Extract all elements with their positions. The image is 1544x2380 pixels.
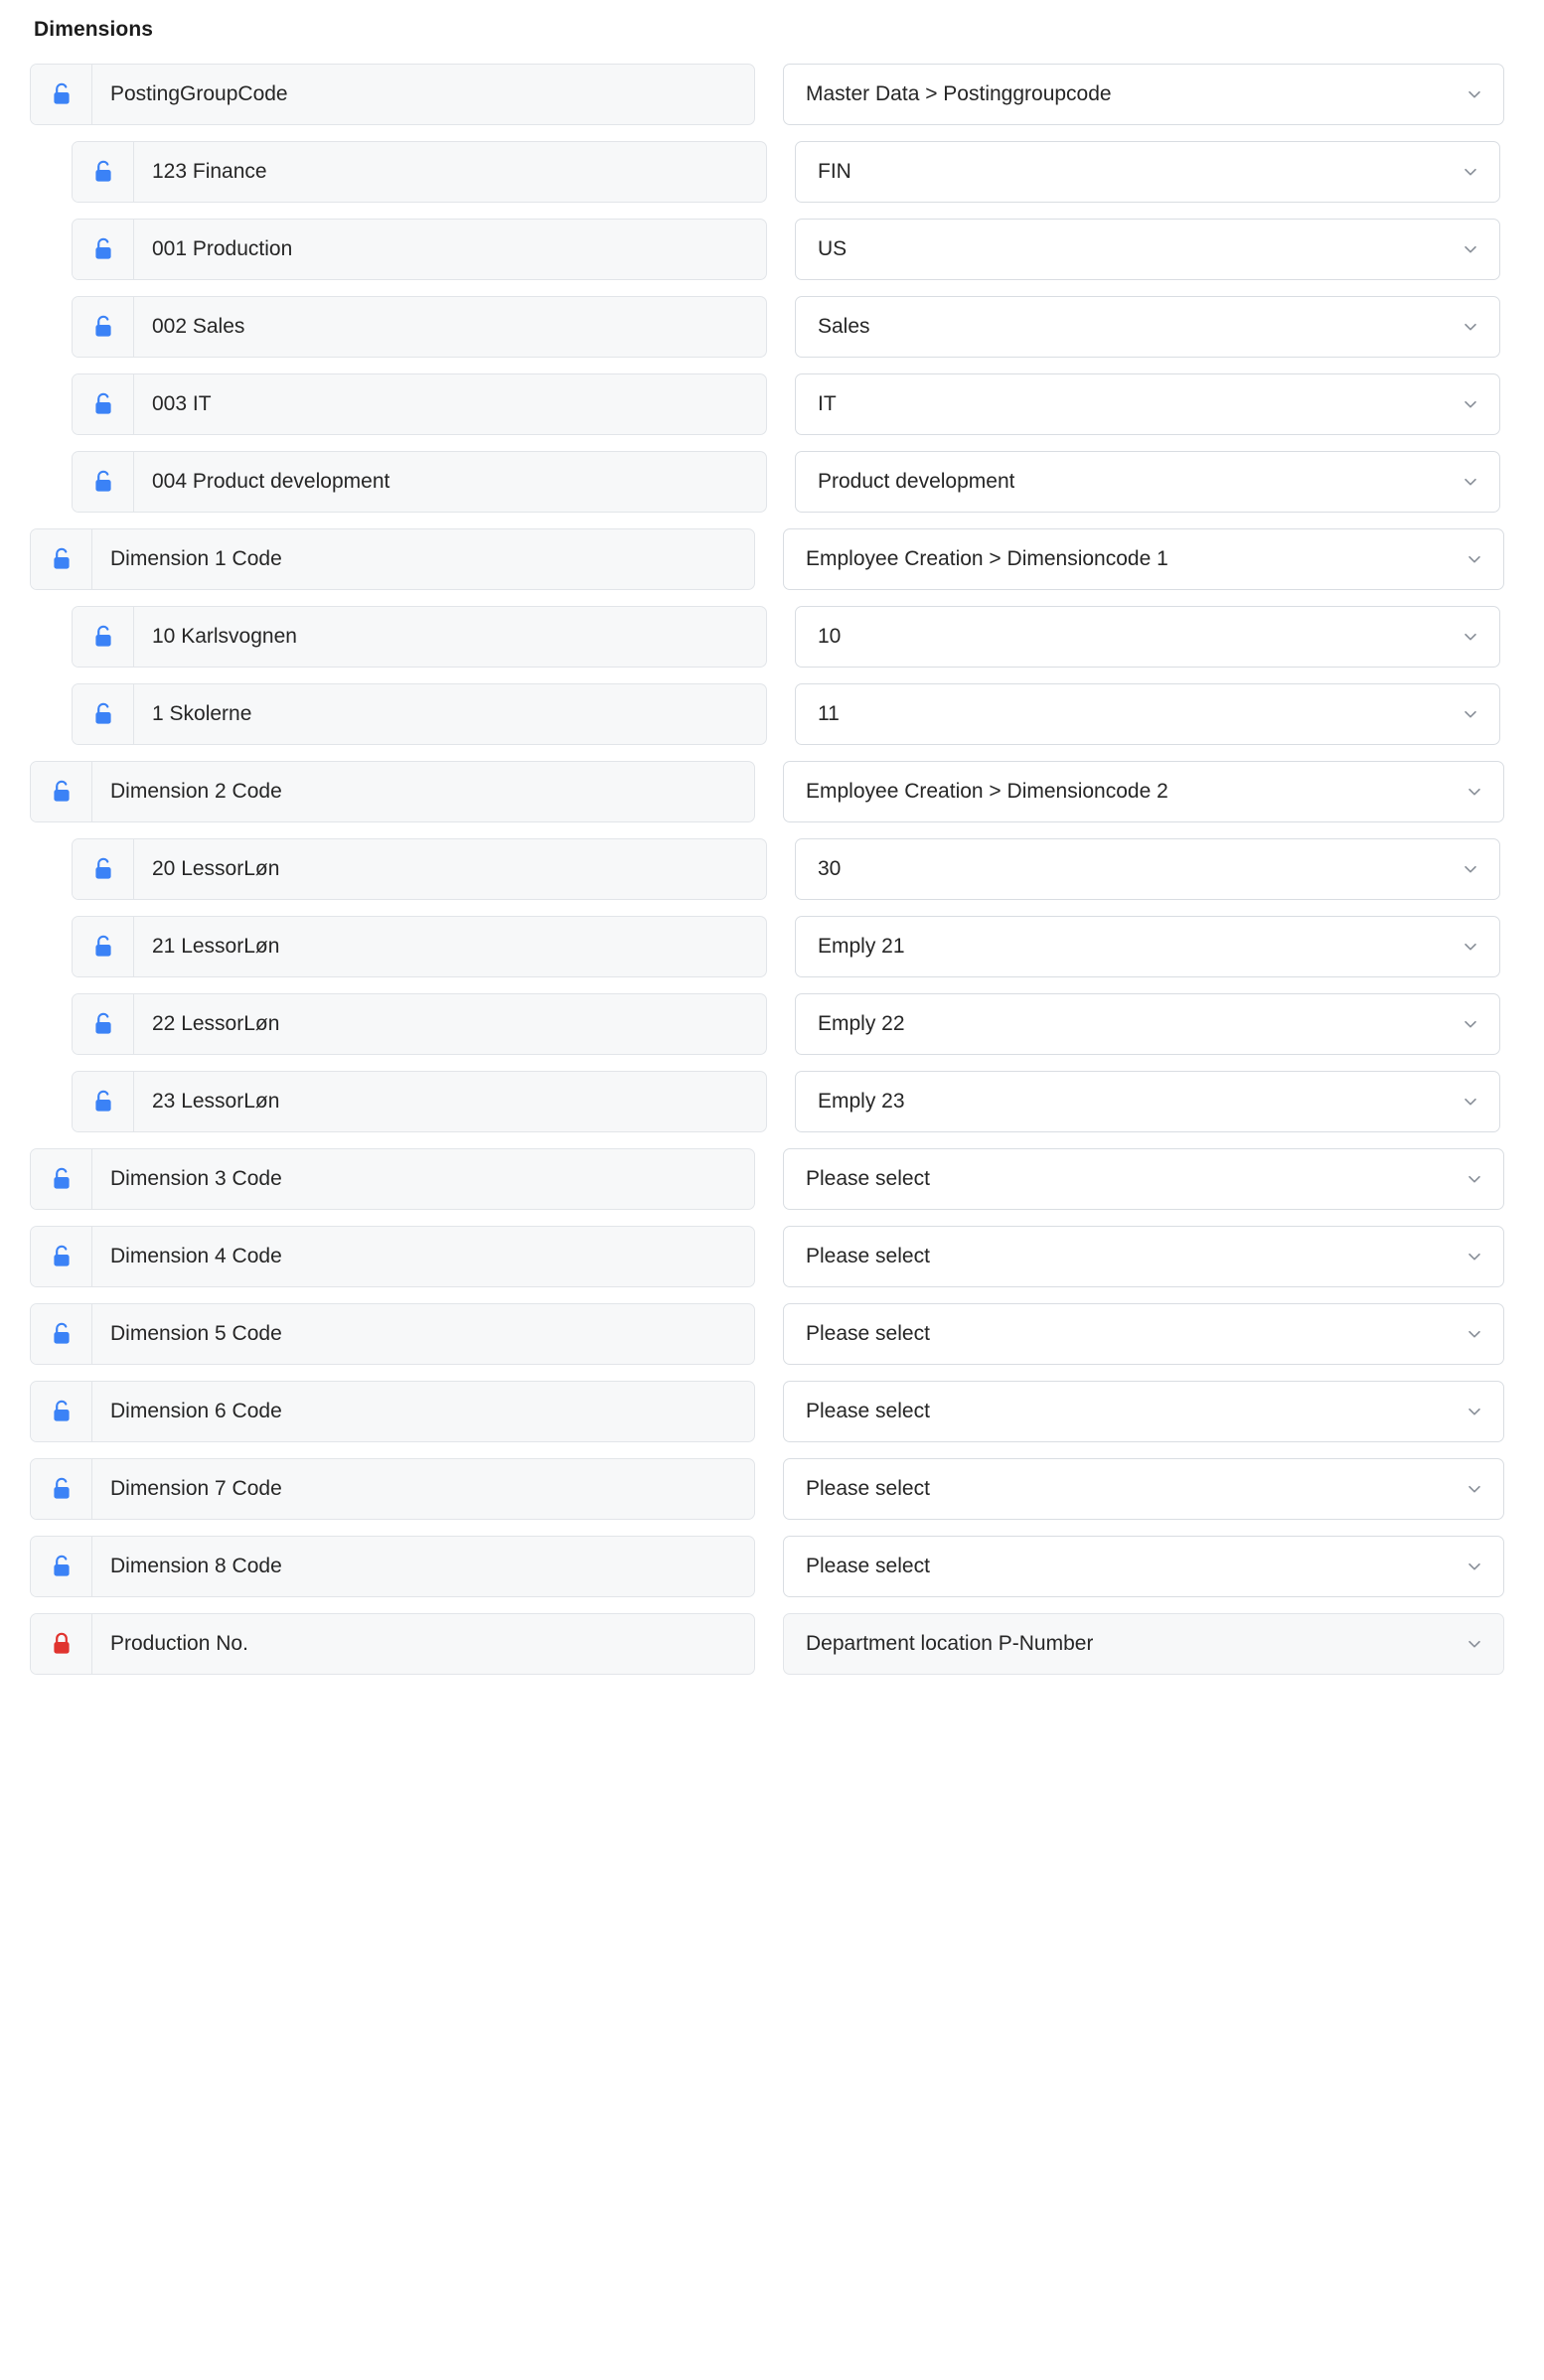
- mapping-select-value: Employee Creation > Dimensioncode 2: [806, 780, 1168, 803]
- mapping-select[interactable]: [783, 1613, 1504, 1675]
- dimension-label: 004 Product development: [152, 470, 390, 493]
- lock-open-icon: [52, 1555, 72, 1578]
- dimension-row: [30, 761, 1514, 822]
- mapping-select[interactable]: [795, 606, 1500, 668]
- dimension-field: [72, 141, 767, 203]
- dimension-label: Dimension 4 Code: [110, 1245, 282, 1267]
- mapping-select[interactable]: [783, 1458, 1504, 1520]
- dimension-row: [30, 838, 1514, 900]
- mapping-select-value: IT: [818, 392, 837, 415]
- dimension-label: 20 LessorLøn: [152, 857, 280, 880]
- mapping-select-value: 30: [818, 857, 842, 880]
- lock-toggle[interactable]: [31, 1149, 92, 1209]
- dimension-field: [72, 373, 767, 435]
- mapping-select[interactable]: [795, 683, 1500, 745]
- lock-open-icon: [93, 702, 113, 726]
- mapping-select-value: Please select: [806, 1245, 930, 1267]
- dimension-field: [72, 683, 767, 745]
- mapping-select-value: Please select: [806, 1167, 930, 1190]
- lock-toggle[interactable]: [31, 529, 92, 589]
- lock-open-icon: [52, 1245, 72, 1268]
- mapping-select[interactable]: [795, 451, 1500, 513]
- dimension-row: [30, 683, 1514, 745]
- dimension-field: [30, 528, 755, 590]
- lock-open-icon: [52, 1322, 72, 1346]
- lock-open-icon: [93, 315, 113, 339]
- lock-toggle[interactable]: [31, 1227, 92, 1286]
- lock-open-icon: [93, 1090, 113, 1114]
- dimension-row: [30, 916, 1514, 977]
- lock-toggle[interactable]: [73, 917, 134, 976]
- lock-open-icon: [52, 1477, 72, 1501]
- mapping-select[interactable]: [795, 993, 1500, 1055]
- mapping-select-value: Product development: [818, 470, 1015, 493]
- dimension-row: [30, 1303, 1514, 1365]
- dimension-field: [30, 1381, 755, 1442]
- dimension-label: Dimension 3 Code: [110, 1167, 282, 1190]
- dimension-label: Dimension 1 Code: [110, 547, 282, 570]
- dimension-field: [72, 838, 767, 900]
- dimension-row: [30, 64, 1514, 125]
- dimension-field: [72, 606, 767, 668]
- mapping-select-value: FIN: [818, 160, 851, 183]
- lock-open-icon: [93, 935, 113, 959]
- mapping-select-value: Please select: [806, 1322, 930, 1345]
- mapping-select[interactable]: [783, 1226, 1504, 1287]
- mapping-select[interactable]: [783, 1303, 1504, 1365]
- lock-toggle[interactable]: [31, 1614, 92, 1674]
- mapping-select[interactable]: [783, 64, 1504, 125]
- lock-closed-icon: [52, 1632, 72, 1656]
- dimension-label: Dimension 6 Code: [110, 1400, 282, 1422]
- dimension-row: [30, 528, 1514, 590]
- mapping-select-value: 10: [818, 625, 842, 648]
- dimension-label: PostingGroupCode: [110, 82, 288, 105]
- mapping-select[interactable]: [795, 916, 1500, 977]
- lock-toggle[interactable]: [31, 1537, 92, 1596]
- mapping-select[interactable]: [795, 1071, 1500, 1132]
- dimension-row: [30, 219, 1514, 280]
- lock-toggle[interactable]: [73, 220, 134, 279]
- dimension-label: 22 LessorLøn: [152, 1012, 280, 1035]
- dimension-label: Dimension 7 Code: [110, 1477, 282, 1500]
- lock-open-icon: [93, 625, 113, 649]
- dimension-field: [30, 64, 755, 125]
- dimension-field: [30, 1458, 755, 1520]
- dimension-label: Dimension 2 Code: [110, 780, 282, 803]
- mapping-select-value: Department location P-Number: [806, 1632, 1094, 1655]
- dimension-label: 1 Skolerne: [152, 702, 252, 725]
- dimension-row: [30, 296, 1514, 358]
- mapping-select[interactable]: [795, 838, 1500, 900]
- dimension-label: 001 Production: [152, 237, 293, 260]
- lock-toggle[interactable]: [73, 1072, 134, 1131]
- mapping-select[interactable]: [795, 373, 1500, 435]
- dimension-row: [30, 606, 1514, 668]
- dimension-label: Dimension 8 Code: [110, 1555, 282, 1577]
- dimension-field: [30, 1148, 755, 1210]
- lock-toggle[interactable]: [73, 994, 134, 1054]
- dimension-label: 23 LessorLøn: [152, 1090, 280, 1113]
- dimension-row: [30, 1226, 1514, 1287]
- mapping-select[interactable]: [783, 1536, 1504, 1597]
- lock-toggle[interactable]: [73, 297, 134, 357]
- dimension-row: [30, 1536, 1514, 1597]
- mapping-select-value: Employee Creation > Dimensioncode 1: [806, 547, 1168, 570]
- dimension-row: [30, 1148, 1514, 1210]
- lock-open-icon: [93, 1012, 113, 1036]
- dimension-field: [72, 219, 767, 280]
- mapping-select-value: Emply 23: [818, 1090, 905, 1113]
- lock-open-icon: [52, 780, 72, 804]
- mapping-select-value: Please select: [806, 1400, 930, 1422]
- dimension-row: [30, 1458, 1514, 1520]
- lock-toggle[interactable]: [31, 1382, 92, 1441]
- dimension-row: [30, 451, 1514, 513]
- lock-toggle[interactable]: [73, 452, 134, 512]
- dimension-row: [30, 1381, 1514, 1442]
- lock-toggle[interactable]: [73, 142, 134, 202]
- mapping-select-value: Master Data > Postinggroupcode: [806, 82, 1112, 105]
- lock-open-icon: [52, 82, 72, 106]
- dimension-row: [30, 1071, 1514, 1132]
- dimension-label: Production No.: [110, 1632, 248, 1655]
- dimension-row: [30, 373, 1514, 435]
- dimension-field: [30, 1613, 755, 1675]
- dimension-label: 123 Finance: [152, 160, 267, 183]
- dimension-field: [72, 451, 767, 513]
- page-title: Dimensions: [34, 18, 154, 41]
- dimension-field: [72, 993, 767, 1055]
- lock-toggle[interactable]: [73, 374, 134, 434]
- mapping-select-value: Please select: [806, 1555, 930, 1577]
- dimension-field: [72, 296, 767, 358]
- mapping-select[interactable]: [795, 219, 1500, 280]
- mapping-select[interactable]: [783, 1381, 1504, 1442]
- dimension-row: [30, 1613, 1514, 1675]
- dimension-field: [30, 761, 755, 822]
- dimension-label: 21 LessorLøn: [152, 935, 280, 958]
- lock-toggle[interactable]: [31, 1304, 92, 1364]
- mapping-select-value: Sales: [818, 315, 870, 338]
- dimension-label: 10 Karlsvognen: [152, 625, 297, 648]
- lock-toggle[interactable]: [31, 65, 92, 124]
- lock-toggle[interactable]: [31, 762, 92, 821]
- mapping-select[interactable]: [795, 141, 1500, 203]
- lock-toggle[interactable]: [31, 1459, 92, 1519]
- lock-toggle[interactable]: [73, 839, 134, 899]
- mapping-select-value: Please select: [806, 1477, 930, 1500]
- mapping-select[interactable]: [783, 1148, 1504, 1210]
- dimension-field: [30, 1536, 755, 1597]
- lock-open-icon: [93, 470, 113, 494]
- mapping-select[interactable]: [783, 528, 1504, 590]
- mapping-select[interactable]: [783, 761, 1504, 822]
- mapping-select-value: Emply 21: [818, 935, 905, 958]
- dimension-row: [30, 141, 1514, 203]
- mapping-select-value: 11: [818, 702, 840, 725]
- lock-open-icon: [52, 1167, 72, 1191]
- lock-open-icon: [93, 392, 113, 416]
- dimension-field: [30, 1303, 755, 1365]
- lock-open-icon: [93, 237, 113, 261]
- lock-open-icon: [52, 547, 72, 571]
- lock-toggle[interactable]: [73, 684, 134, 744]
- mapping-select-value: Emply 22: [818, 1012, 905, 1035]
- dimension-field: [72, 916, 767, 977]
- dimension-label: 003 IT: [152, 392, 212, 415]
- mapping-select[interactable]: [795, 296, 1500, 358]
- dimension-rows: [30, 64, 1514, 1675]
- lock-open-icon: [52, 1400, 72, 1423]
- lock-toggle[interactable]: [73, 607, 134, 667]
- lock-open-icon: [93, 160, 113, 184]
- dimension-label: 002 Sales: [152, 315, 245, 338]
- dimension-row: [30, 993, 1514, 1055]
- mapping-select-value: US: [818, 237, 848, 260]
- dimension-field: [72, 1071, 767, 1132]
- dimension-label: Dimension 5 Code: [110, 1322, 282, 1345]
- lock-open-icon: [93, 857, 113, 881]
- dimension-field: [30, 1226, 755, 1287]
